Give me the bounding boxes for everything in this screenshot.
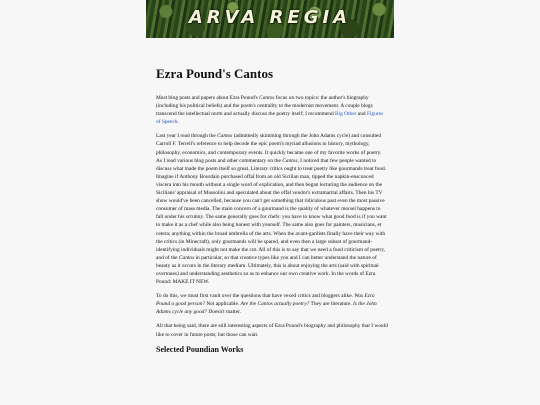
emphasis-text: Is the John Adams cycle any good? bbox=[156, 301, 377, 316]
post-paragraph-1 bbox=[156, 94, 388, 126]
emphasis-text: Are the Cantos actually poetry? bbox=[240, 301, 310, 308]
text-span: in particular, so that creative types like you and I can better understand the nature of beauty as it occurs in the literary medium. Ultimately, this is about enjoying the arts (said with spiritual overtones) and understanding aesthetics so as to enhance our own creative work. In the words of Ezra Pound: MAKE IT NEW. bbox=[156, 254, 379, 286]
text-span: They are literature. bbox=[309, 301, 354, 308]
text-span: . bbox=[177, 119, 179, 126]
text-span: Not applicable. bbox=[204, 301, 241, 308]
emphasis-text: Cantos bbox=[259, 95, 275, 101]
site-banner[interactable] bbox=[146, 0, 394, 38]
text-span: and bbox=[356, 111, 367, 118]
blog-post bbox=[156, 66, 388, 354]
site-title[interactable]: ARVA REGIA bbox=[188, 7, 352, 28]
emphasis-text: Cantos bbox=[282, 157, 298, 164]
post-paragraph-2 bbox=[156, 132, 388, 286]
emphasis-text: Was Ezra Pound a good person? bbox=[156, 293, 375, 308]
link-figures-of-speech[interactable]: Figures of Speech bbox=[156, 111, 384, 126]
text-span: To do this, we must first vault over the questions that have vexed critics and bloggers alike. bbox=[156, 293, 355, 300]
post-title: Ezra Pound's Cantos bbox=[156, 66, 274, 81]
section-heading: Selected Poundian Works bbox=[156, 344, 244, 354]
emphasis-text: Cantos bbox=[217, 133, 233, 140]
text-span: Last year I read through the bbox=[156, 133, 218, 140]
text-span: focus on two topics: the author's biography (including his political beliefs) and the poem's centrality to the modernist movement. A couple blogs transcend the intellectual norm and actually discuss the poetry itself; I recommend bbox=[156, 95, 373, 118]
text-span: (admittedly skimming through the John Adams cycle) and consulted Carroll F. Terrell's reference to help decode the epic poem's myriad allusions to history, mythology, philosophy, economics, and contemporary events. It quickly became one of my favorite works of poetry. As I read various blog posts and other commentary on the bbox=[156, 133, 382, 164]
link-big-other[interactable]: Big Other bbox=[335, 111, 357, 118]
text-span: Most blog posts and papers about Ezra Pound's bbox=[156, 95, 260, 101]
post-paragraph-3 bbox=[156, 292, 388, 316]
text-span: , I noticed that few people wanted to discuss what made the poem itself so great. Literary critics ought to treat poetry like gourmands treat food. Imagine if Anthony Bourdain purchased offal from an old Sicilian man, tipped the napkin-ensconced viscera into his mouth without a single word of explication, and then began lecturing the audience on the Sicilians' appraisal of Mussolini and speculated about the offal vendor's extramarital affairs. Then his TV show would've been cancelled, because you can't get something that ridiculous past even the most passive consumer of mass media. The main concern of a gourmand is the quality of whatever morsel happens to fall under his scrutiny. The same generally goes for chefs: you have to know what good food is if you want to make it as a chef while also being honest with yourself. The same also goes for painters, musicians, et cetera; anything within the broad umbrella of the arts. When the avant-gardists finally have their way with the critics (in Minecraft), only gourmands will be spared, and even then a large subset of gourmand-identifying individuals might not make the cut. All of this is to say that we need a food criticism of poetry, and of the bbox=[156, 157, 387, 261]
text-span: Doesn't matter. bbox=[207, 309, 241, 316]
post-paragraph-4: All that being said, there are still interesting aspects of Ezra Pound's biography and philosophy that I would like to cover in future posts; but those can wait. bbox=[156, 323, 388, 338]
emphasis-text: Cantos bbox=[178, 254, 195, 261]
